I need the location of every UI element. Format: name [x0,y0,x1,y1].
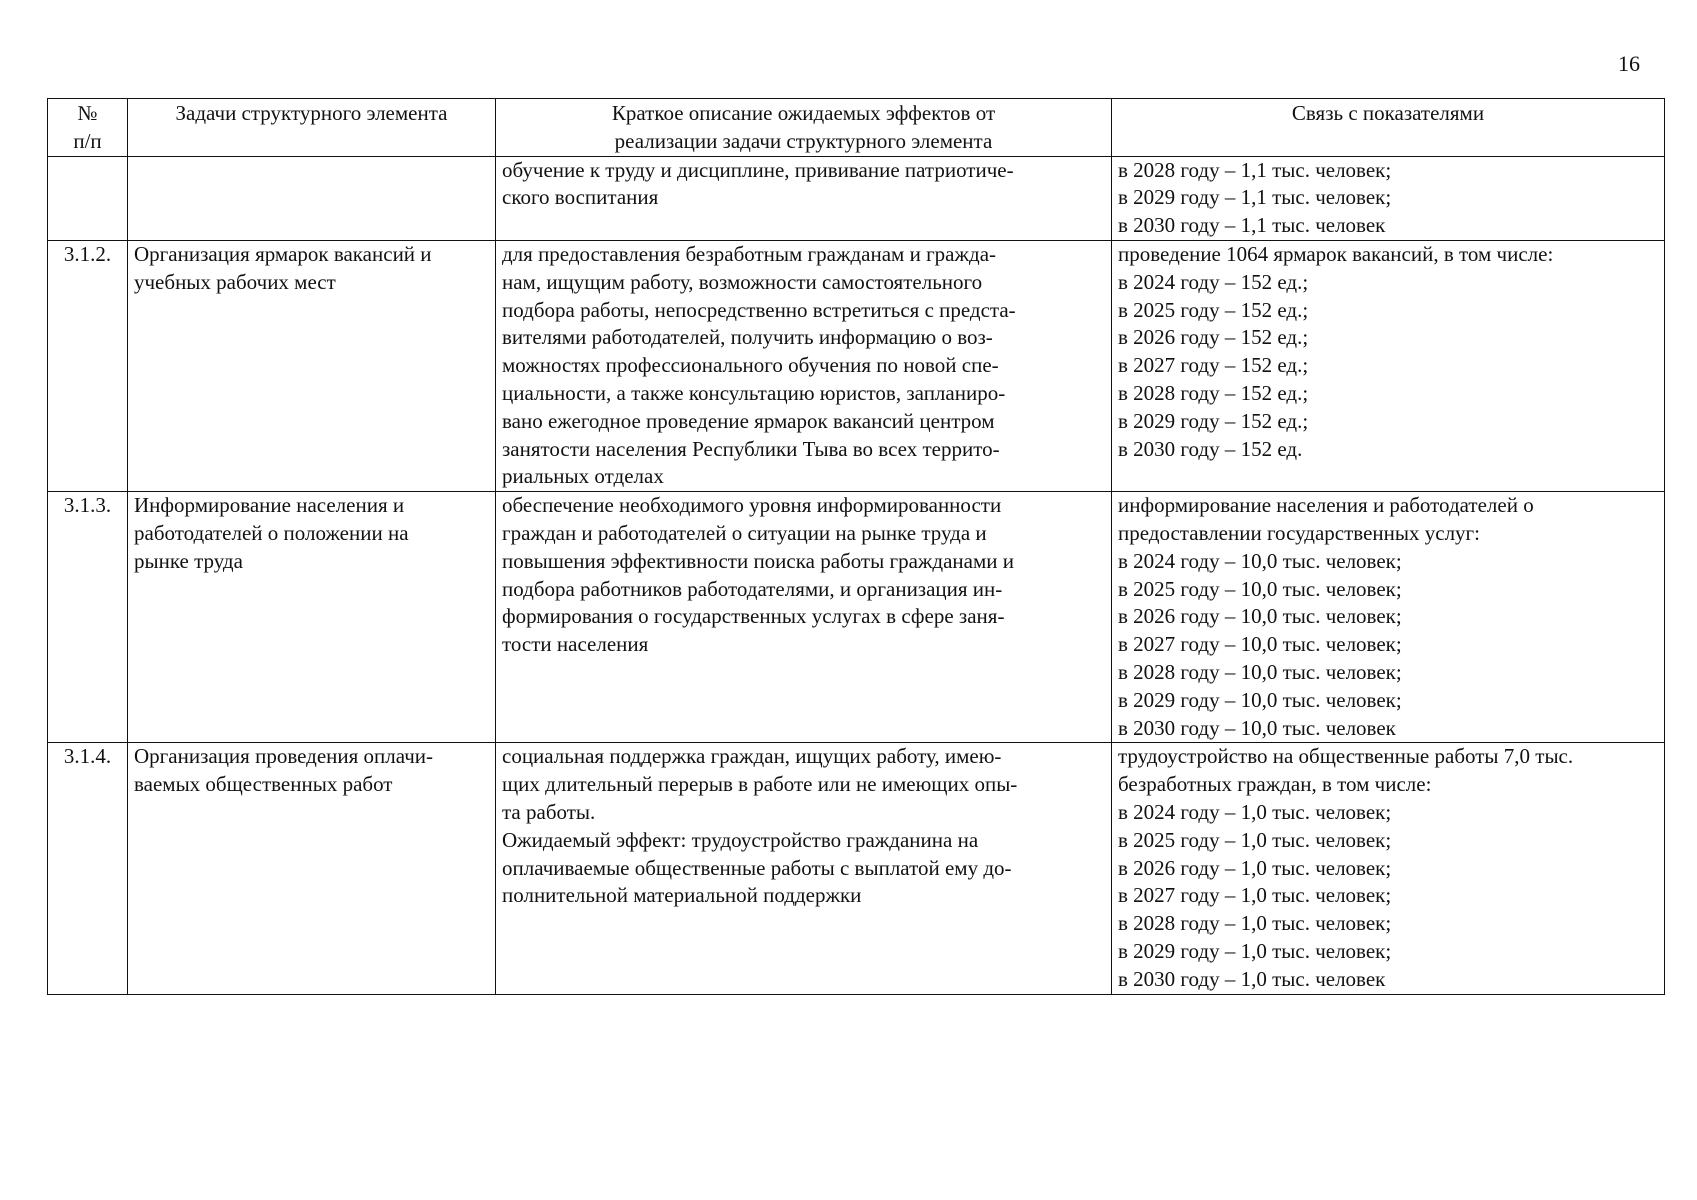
table-row [48,240,1665,491]
description-cell [496,743,1112,994]
text-line: Информирование населения и [134,493,405,518]
text-line: тости населения [502,632,649,657]
text-line: в 2028 году – 1,0 тыс. человек; [1118,911,1392,936]
header-task [128,99,496,157]
text-line: в 2027 году – 10,0 тыс. человек; [1118,632,1402,657]
text-line: в 2030 году – 1,1 тыс. человек [1118,213,1386,238]
text-line: в 2025 году – 152 ед.; [1118,297,1309,322]
row-number-cell [48,156,128,240]
text-line: Организация проведения оплачи- [134,744,434,769]
description-cell [496,492,1112,743]
row-number-cell: 3.1.3. [48,492,128,743]
task-cell [128,156,496,240]
text-line: вано ежегодное проведение ярмарок вакансий центром [502,408,995,433]
task-cell [128,492,496,743]
text-line: риальных отделах [502,464,664,489]
indicators-cell [1112,743,1665,994]
structural-element-table [47,98,1665,995]
description-cell [496,156,1112,240]
table-row [48,156,1665,240]
indicators-cell [1112,240,1665,491]
text-line: обеспечение необходимого уровня информированности [502,493,1002,518]
text-line: подбора работников работодателями, и организация ин- [502,576,1003,601]
text-line: в 2026 году – 152 ед.; [1118,325,1309,350]
table-row [48,743,1665,994]
text-line: оплачиваемые общественные работы с выплатой ему до- [502,855,1012,880]
text-line: в 2029 году – 152 ед.; [1118,408,1309,433]
row-number-cell: 3.1.4. [48,743,128,994]
header-line: Связь с показателями [1291,101,1485,125]
row-number-cell: 3.1.2. [48,240,128,491]
text-line: в 2028 году – 1,1 тыс. человек; [1118,157,1392,182]
header-line: реализации задачи структурного элемента [614,128,993,153]
table-row [48,492,1665,743]
header-line: Краткое описание ожидаемых эффектов от [611,101,996,125]
text-line: Ожидаемый эффект: трудоустройство гражданина на [502,827,979,852]
text-line: ваемых общественных работ [134,772,393,797]
text-line: в 2024 году – 10,0 тыс. человек; [1118,548,1402,573]
text-line: трудоустройство на общественные работы 7,0 тыс. [1118,744,1574,769]
header-line: Задачи структурного элемента [175,101,448,125]
text-line: в 2029 году – 1,0 тыс. человек; [1118,938,1392,963]
text-line: в 2030 году – 1,0 тыс. человек [1118,966,1386,991]
text-line: в 2025 году – 10,0 тыс. человек; [1118,576,1402,601]
text-line: повышения эффективности поиска работы гражданами и [502,548,1014,573]
text-line: в 2030 году – 152 ед. [1118,436,1303,461]
text-line: в 2024 году – 152 ед.; [1118,269,1309,294]
text-line: циальности, а также консультацию юристов, запланиро- [502,380,1006,405]
text-line: в 2029 году – 10,0 тыс. человек; [1118,687,1402,712]
text-line: в 2026 году – 1,0 тыс. человек; [1118,855,1392,880]
text-line: в 2029 году – 1,1 тыс. человек; [1118,185,1392,210]
text-line: граждан и работодателей о ситуации на рынке труда и [502,520,987,545]
text-line: формирования о государственных услугах в сфере заня- [502,604,1005,629]
text-line: в 2028 году – 152 ед.; [1118,380,1309,405]
text-line: та работы. [502,799,596,824]
text-line: полнительной материальной поддержки [502,883,862,908]
text-line: учебных рабочих мест [134,269,336,294]
indicators-cell [1112,492,1665,743]
text-line: подбора работы, непосредственно встретиться с предста- [502,297,1016,322]
task-cell [128,240,496,491]
text-line: можностях профессионального обучения по новой спе- [502,353,999,378]
text-line: работодателей о положении на [134,520,409,545]
text-line: занятости населения Республики Тыва во всех террито- [502,436,1000,461]
text-line: в 2025 году – 1,0 тыс. человек; [1118,827,1392,852]
description-cell [496,240,1112,491]
text-line: предоставлении государственных услуг: [1118,520,1481,545]
text-line: социальная поддержка граждан, ищущих работу, имею- [502,744,1002,769]
header-number [48,99,128,157]
text-line: щих длительный перерыв в работе или не имеющих опы- [502,772,1018,797]
text-line: в 2030 году – 10,0 тыс. человек [1118,715,1396,740]
header-indicators [1112,99,1665,157]
header-line: п/п [73,128,102,153]
text-line: вителями работодателей, получить информацию о воз- [502,325,993,350]
page-number: 16 [1618,51,1640,76]
header-line: № [77,101,98,125]
text-line: безработных граждан, в том числе: [1118,772,1432,797]
task-cell [128,743,496,994]
text-line: информирование населения и работодателей о [1118,493,1534,518]
table-header-row [48,99,1665,157]
text-line: в 2027 году – 152 ед.; [1118,353,1309,378]
text-line: проведение 1064 ярмарок вакансий, в том числе: [1118,241,1554,266]
text-line: в 2028 году – 10,0 тыс. человек; [1118,659,1402,684]
header-description [496,99,1112,157]
indicators-cell [1112,156,1665,240]
text-line: в 2026 году – 10,0 тыс. человек; [1118,604,1402,629]
text-line: в 2024 году – 1,0 тыс. человек; [1118,799,1392,824]
text-line: ского воспитания [502,185,659,210]
text-line: рынке труда [134,548,243,573]
text-line: Организация ярмарок вакансий и [134,241,432,266]
text-line: обучение к труду и дисциплине, прививание патриотиче- [502,157,1014,182]
text-line: нам, ищущим работу, возможности самостоятельного [502,269,983,294]
text-line: для предоставления безработным гражданам и гражда- [502,241,997,266]
text-line: в 2027 году – 1,0 тыс. человек; [1118,883,1392,908]
